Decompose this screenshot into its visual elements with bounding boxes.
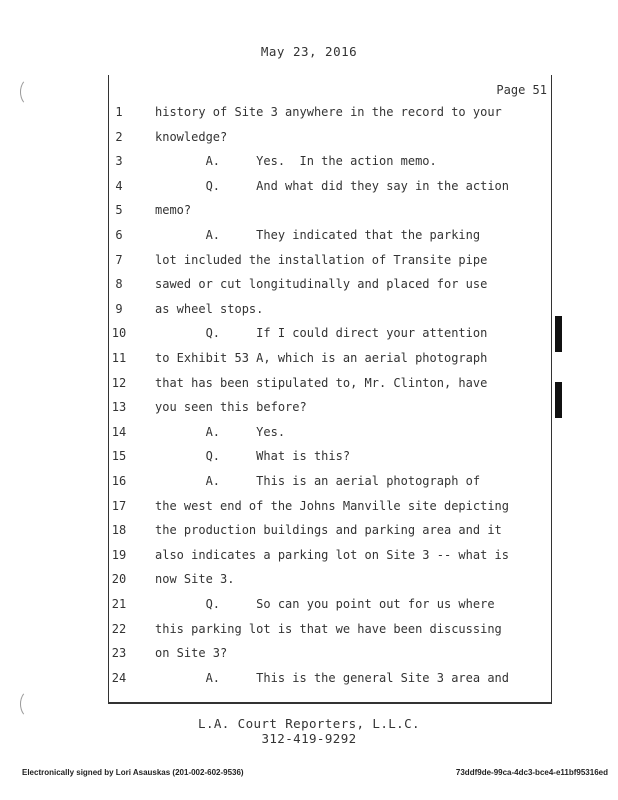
line-number: 21 <box>111 597 127 611</box>
line-text: A. They indicated that the parking <box>155 228 481 242</box>
line-number: 19 <box>111 547 127 562</box>
line-text: Q. So can you point out for us where <box>155 597 495 611</box>
line-text: now Site 3. <box>155 572 235 587</box>
line-number: 10 <box>111 326 127 341</box>
document-id: 73ddf9de-99ca-4dc3-bce4-e11bf95316ed <box>455 768 608 777</box>
line-number: 22 <box>111 621 127 636</box>
line-text: Q. What is this? <box>155 449 351 464</box>
line-number: 14 <box>111 424 127 439</box>
line-number: 24 <box>111 670 127 685</box>
line-text: also indicates a parking lot on Site 3 -- what is <box>155 547 510 562</box>
line-number: 6 <box>115 228 123 242</box>
line-number: 12 <box>111 375 127 390</box>
line-number: 23 <box>111 646 127 661</box>
line-text: A. Yes. <box>155 424 286 439</box>
line-text: A. This is an aerial photograph of <box>155 474 481 488</box>
line-text: to Exhibit 53 A, which is an aerial photograph <box>155 351 488 365</box>
line-number: 2 <box>115 129 123 144</box>
line-text: this parking lot is that we have been discussing <box>155 621 502 636</box>
line-text: knowledge? <box>155 129 228 144</box>
page-number: Page 51 <box>496 83 547 97</box>
footer-phone: 312-419-9292 <box>261 731 357 746</box>
line-number: 17 <box>111 498 127 513</box>
punch-mark-top <box>20 78 40 106</box>
line-text: A. This is the general Site 3 area and <box>155 670 510 685</box>
line-text: sawed or cut longitudinally and placed for use <box>155 277 488 292</box>
line-number: 15 <box>111 449 127 464</box>
line-text: Q. And what did they say in the action <box>155 178 510 193</box>
line-text: memo? <box>155 203 192 218</box>
line-number: 9 <box>115 301 123 316</box>
line-number: 18 <box>111 523 127 538</box>
line-text: that has been stipulated to, Mr. Clinton, have <box>155 375 488 390</box>
line-number: 16 <box>111 474 127 488</box>
line-number: 4 <box>115 178 123 193</box>
margin-bar-upper <box>555 316 562 352</box>
line-text: the west end of the Johns Manville site depicting <box>155 498 510 513</box>
line-number: 8 <box>115 277 123 292</box>
line-number: 3 <box>115 154 123 169</box>
header-date: May 23, 2016 <box>260 44 358 59</box>
line-number: 13 <box>111 400 127 415</box>
line-number: 20 <box>111 572 127 587</box>
line-text: lot included the installation of Transite pipe <box>155 252 488 267</box>
margin-bar-lower <box>555 382 562 418</box>
line-text: on Site 3? <box>155 646 228 661</box>
punch-mark-bottom <box>20 690 40 718</box>
line-text: Q. If I could direct your attention <box>155 326 488 341</box>
line-text: the production buildings and parking area and it <box>155 523 502 538</box>
signature-text: Electronically signed by Lori Asauskas (201-002-602-9536) <box>22 768 244 777</box>
line-number: 5 <box>115 203 123 218</box>
line-text: history of Site 3 anywhere in the record to your <box>155 105 502 119</box>
line-number: 1 <box>115 105 123 119</box>
line-text: A. Yes. In the action memo. <box>155 154 437 169</box>
footer-reporter: L.A. Court Reporters, L.L.C. <box>198 716 420 731</box>
line-number: 7 <box>115 252 123 267</box>
line-text: as wheel stops. <box>155 301 264 316</box>
line-text: you seen this before? <box>155 400 307 415</box>
line-number: 11 <box>111 351 127 365</box>
